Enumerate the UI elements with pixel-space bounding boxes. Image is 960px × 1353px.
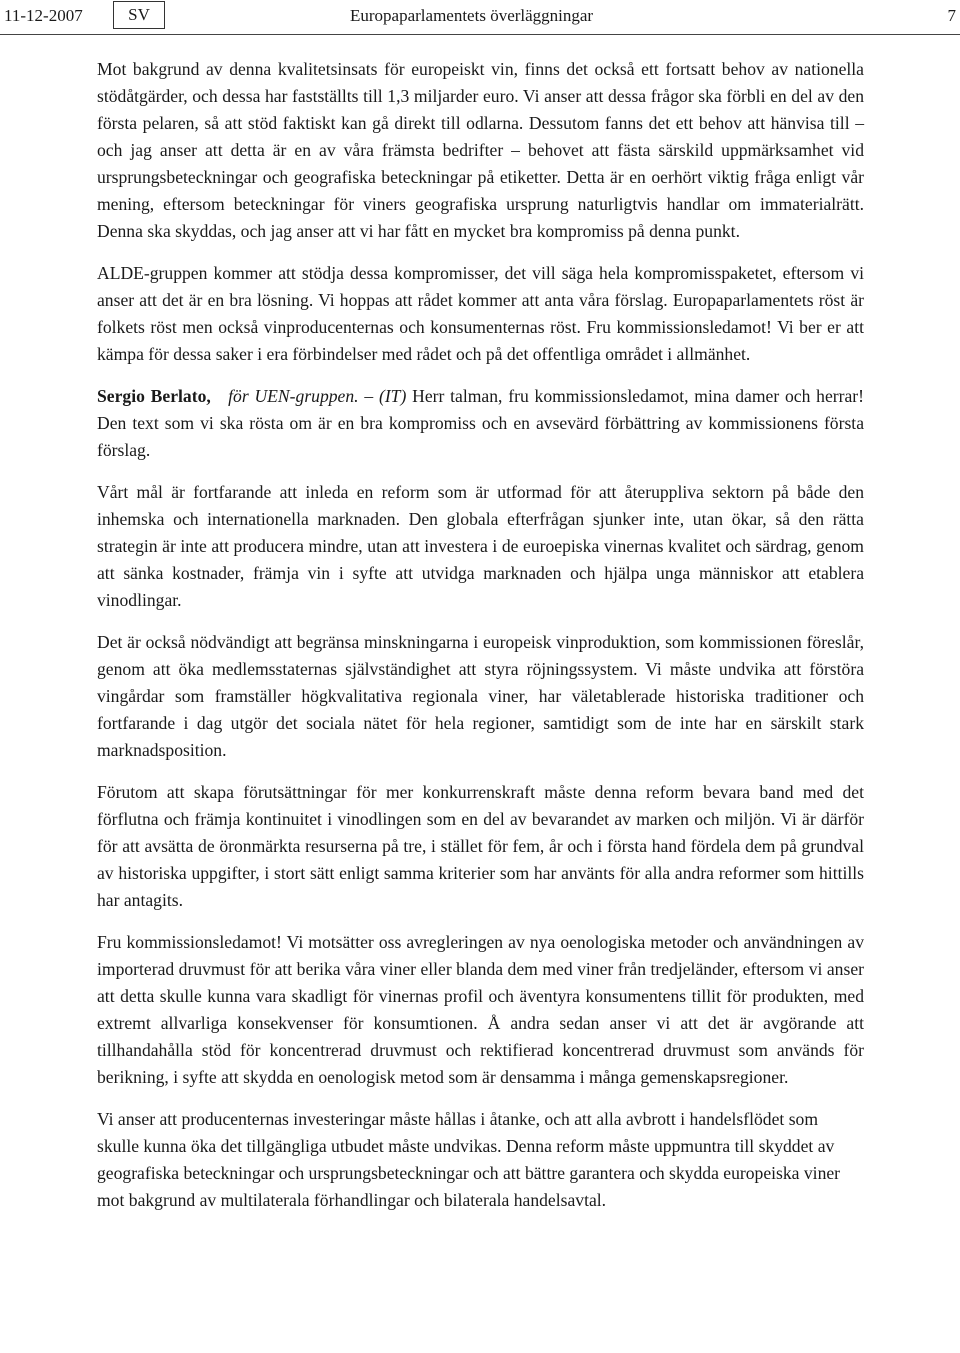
header-date: 11-12-2007 [4,6,83,25]
speaker-name: Sergio Berlato, [97,386,211,406]
header-title: Europaparlamentets överläggningar [350,6,594,25]
paragraph-7: Fru kommissionsledamot! Vi motsätter oss avregleringen av nya oenologiska metoder och användningen av importerad druvmust för att berika våra viner eller blanda dem med viner från tredjeländer, eftersom vi anser att detta skulle kunna vara skadligt för vinernas profil och äventyra konsumentens tillit för produkten, med extremt allvarliga konsekvenser för konsumtionen. Å andra sedan anser vi att det är avgörande att tillhandahålla stöd för koncentrerad druvmust och rektifierad koncentrerad druvmust som används för berikning, i syfte att skydda en oenologisk metod som är densamma i många gemenskapsregioner. [97,932,864,1087]
paragraph-8: Vi anser att producenternas investeringar måste hållas i åtanke, och att alla avbrott i handelsflödet som skulle kunna öka det tillgängliga utbudet måste undvikas. Denna reform måste uppmuntra till skyddet av geografiska beteckningar och ursprungsbeteckningar och att bättre garantera och skydda europeiska viner mot bakgrund av multilaterala förhandlingar och bilaterala handelsavtal. [97,1109,841,1210]
paragraph-1: Mot bakgrund av denna kvalitetsinsats för europeiskt vin, finns det också ett fortsatt behov av nationella stödåtgärder, och dessa har fastställts till 1,3 miljarder euro. Vi anser att dessa frågor ska förbli en del av den första pelaren, så att stöd faktiskt kan gå direkt till odlarna. Dessutom fanns det ett behov att hänvisa till – och jag anser att detta är en av våra främsta bedrifter – behovet att fästa särskild uppmärksamhet vid ursprungsbeteckningar och geografiska beteckningar på etiketter. Detta är en oerhört viktig fråga enligt vår mening, eftersom beteckningar för viners geografiska ursprung naturligtvis handlar om immaterialrätt. Denna ska skyddas, och jag anser att vi har fått en mycket bra kompromiss på denna punkt. [97,59,864,241]
document-body [97,56,864,1229]
speaker-dash: – [358,386,379,406]
paragraph-2: ALDE-gruppen kommer att stödja dessa kompromisser, det vill säga hela kompromisspaketet, eftersom vi anser att det är en bra lösning. Vi hoppas att rådet kommer att anta våra förslag. Europaparlamentets röst är folkets röst men också vinproducenternas och konsumenternas röst. Fru kommissionsledamot! Vi ber er att kämpa för dessa saker i era förbindelser med rådet och på det offentliga området i allmänhet. [97,263,864,364]
page-number: 7 [947,6,956,25]
speaker-language: (IT) [378,386,407,406]
paragraph-5: Det är också nödvändigt att begränsa minskningarna i europeisk vinproduktion, som kommissionen föreslår, genom att öka medlemsstaternas självständighet att styra röjningssystem. Vi måste undvika att förstöra vingårdar som framställer högkvalitativa regionala viner, har väletablerade historiska traditioner och fortfarande i dag utgör det sociala nätet för hela regioner, samtidigt som de inte har en särskilt stark marknadsposition. [97,632,864,760]
page-header [0,0,960,35]
paragraph-3 [97,383,864,464]
speech-text: Herr talman, fru kommissionsledamot, mina damer och herrar! Den text som vi ska rösta om är en bra kompromiss och en avsevärd förbättring av kommissionens första förslag. [97,386,865,460]
paragraph-6: Förutom att skapa förutsättningar för mer konkurrenskraft måste denna reform bevara band med det förflutna och främja kontinuitet i vinodlingen som en del av bevarandet av marken och miljön. Vi är därför för att avsätta de öronmärkta resurserna på tre, i stället för fem, år och i första hand fördela dem på grundval av historiska uppgifter, i stort sätt enligt samma kriterier som har använts för alla andra reformer som hittills har antagits. [97,782,864,910]
speaker-affiliation: för UEN-gruppen. [228,386,359,406]
language-box: SV [113,1,165,29]
paragraph-4: Vårt mål är fortfarande att inleda en reform som är utformad för att återuppliva sektorn på både den inhemska och internationella marknaden. Den globala efterfrågan sjunker inte, utan ökar, så den rätta strategin är inte att producera mindre, utan att investera i de euroepiska vinernas kvalitet och särdrag, genom att sänka kostnader, främja vin i syfte att utvidga marknaden och hjälpa unga människor att etablera vinodlingar. [97,482,864,610]
